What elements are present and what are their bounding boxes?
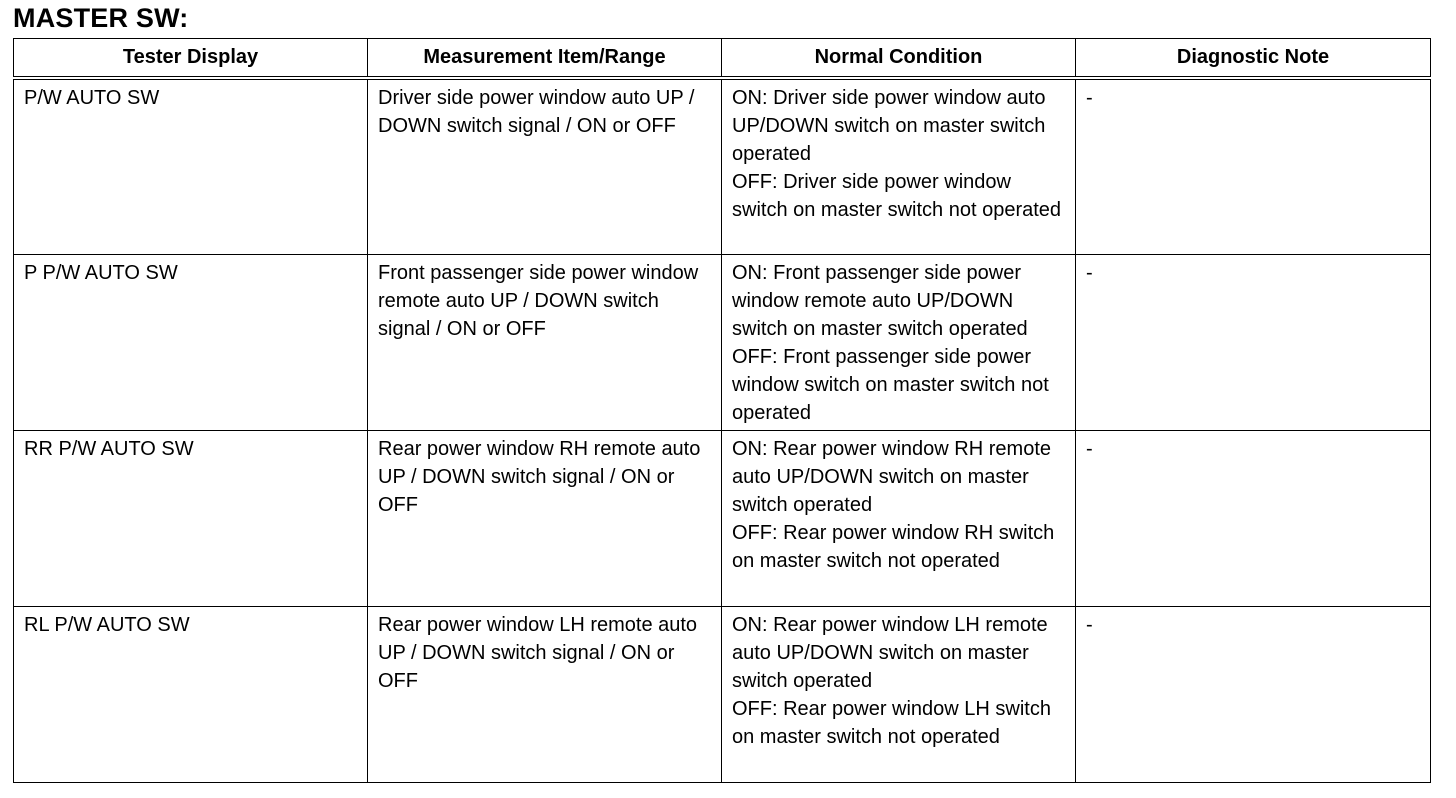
normal-condition-off: OFF: Front passenger side power window switch on master switch not operated (732, 345, 1049, 424)
table-row (14, 254, 1431, 430)
normal-condition-off: OFF: Driver side power window switch on master switch not operated (732, 171, 1062, 221)
normal-condition-on: ON: Rear power window LH remote auto UP/DOWN switch on master switch operated (732, 613, 1048, 692)
normal-condition-off: OFF: Rear power window RH switch on master switch not operated (732, 521, 1055, 572)
diagnostic-note-cell: - (1076, 254, 1431, 430)
normal-condition-on: ON: Rear power window RH remote auto UP/DOWN switch on master switch operated (732, 437, 1051, 516)
normal-condition-off: OFF: Rear power window LH switch on master switch not operated (732, 697, 1051, 748)
diagnostic-note-cell: - (1076, 78, 1431, 254)
normal-condition-on: ON: Driver side power window auto UP/DOWN switch on master switch operated (732, 87, 1046, 165)
tester-display-cell: RR P/W AUTO SW (14, 430, 368, 606)
tester-display-cell: P P/W AUTO SW (14, 254, 368, 430)
header-measurement-item-range: Measurement Item/Range (368, 39, 722, 79)
table-row (14, 430, 1431, 606)
diagnostic-note-cell: - (1076, 430, 1431, 606)
diagnostic-note-cell: - (1076, 606, 1431, 782)
measurement-cell: Rear power window RH remote auto UP / DOWN switch signal / ON or OFF (368, 430, 722, 606)
normal-condition-cell (722, 430, 1076, 606)
table-header-row (14, 39, 1431, 79)
normal-condition-cell (722, 606, 1076, 782)
normal-condition-on: ON: Front passenger side power window remote auto UP/DOWN switch on master switch operated (732, 261, 1028, 340)
table-row (14, 78, 1431, 254)
measurement-cell: Driver side power window auto UP / DOWN switch signal / ON or OFF (368, 78, 722, 254)
header-tester-display: Tester Display (14, 39, 368, 79)
table-row (14, 606, 1431, 782)
header-normal-condition: Normal Condition (722, 39, 1076, 79)
measurement-cell: Front passenger side power window remote auto UP / DOWN switch signal / ON or OFF (368, 254, 722, 430)
normal-condition-cell (722, 254, 1076, 430)
tester-display-cell: RL P/W AUTO SW (14, 606, 368, 782)
measurement-cell: Rear power window LH remote auto UP / DOWN switch signal / ON or OFF (368, 606, 722, 782)
master-sw-table (13, 38, 1431, 783)
section-title: MASTER SW: (13, 3, 189, 33)
header-diagnostic-note: Diagnostic Note (1076, 39, 1431, 79)
tester-display-cell: P/W AUTO SW (14, 78, 368, 254)
normal-condition-cell (722, 78, 1076, 254)
